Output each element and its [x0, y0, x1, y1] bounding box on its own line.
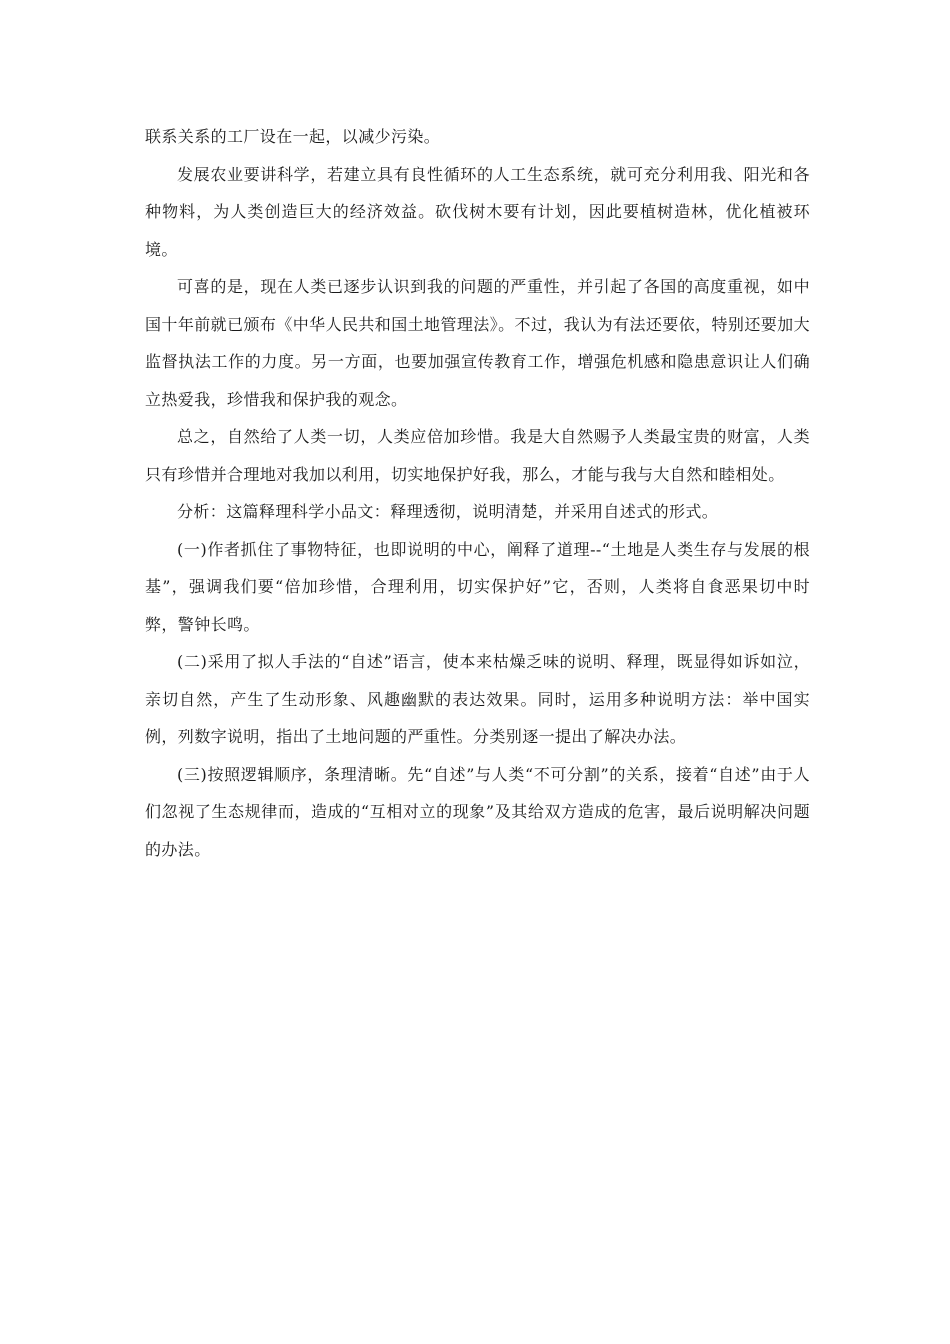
paragraph-analysis-point-1: (一)作者抓住了事物特征，也即说明的中心，阐释了道理--“土地是人类生存与发展的根基”，强调我们要“倍加珍惜，合理利用，切实保护好”它，否则，人类将自食恶果切中时弊，警钟长鸣。: [145, 539, 810, 634]
paragraph-analysis: 分析：这篇释理科学小品文：释理透彻，说明清楚，并采用自述式的形式。: [177, 502, 719, 521]
paragraph-analysis-point-3: (三)按照逻辑顺序，条理清晰。先“自述”与人类“不可分割”的关系，接着“自述”由于人们忽视了生态规律而，造成的“互相对立的现象”及其给双方造成的危害，最后说明解决问题的办法。: [145, 764, 810, 859]
paragraph-conclusion: 总之，自然给了人类一切，人类应倍加珍惜。我是大自然赐予人类最宝贵的财富，人类只有珍惜并合理地对我加以利用，切实地保护好我，那么，才能与我与大自然和睦相处。: [145, 427, 810, 484]
paragraph-agriculture: 发展农业要讲科学，若建立具有良性循环的人工生态系统，就可充分利用我、阳光和各种物料，为人类创造巨大的经济效益。砍伐树木要有计划，因此要植树造林，优化植被环境。: [145, 164, 810, 259]
paragraph-continuation: 联系关系的工厂设在一起，以减少污染。: [145, 127, 441, 146]
paragraph-awareness: 可喜的是，现在人类已逐步认识到我的问题的严重性，并引起了各国的高度重视，如中国十年前就已颁布《中华人民共和国土地管理法》。不过，我认为有法还要依，特别还要加大监督执法工作的力度。另一方面，也要加强宣传教育工作，增强危机感和隐患意识让人们确立热爱我，珍惜我和保护我的观念。: [145, 277, 810, 409]
document-body: [145, 118, 810, 868]
paragraph-analysis-point-2: (二)采用了拟人手法的“自述”语言，使本来枯燥乏味的说明、释理，既显得如诉如泣，亲切自然，产生了生动形象、风趣幽默的表达效果。同时，运用多种说明方法：举中国实例，列数字说明，指出了土地问题的严重性。分类别逐一提出了解决办法。: [145, 652, 810, 746]
